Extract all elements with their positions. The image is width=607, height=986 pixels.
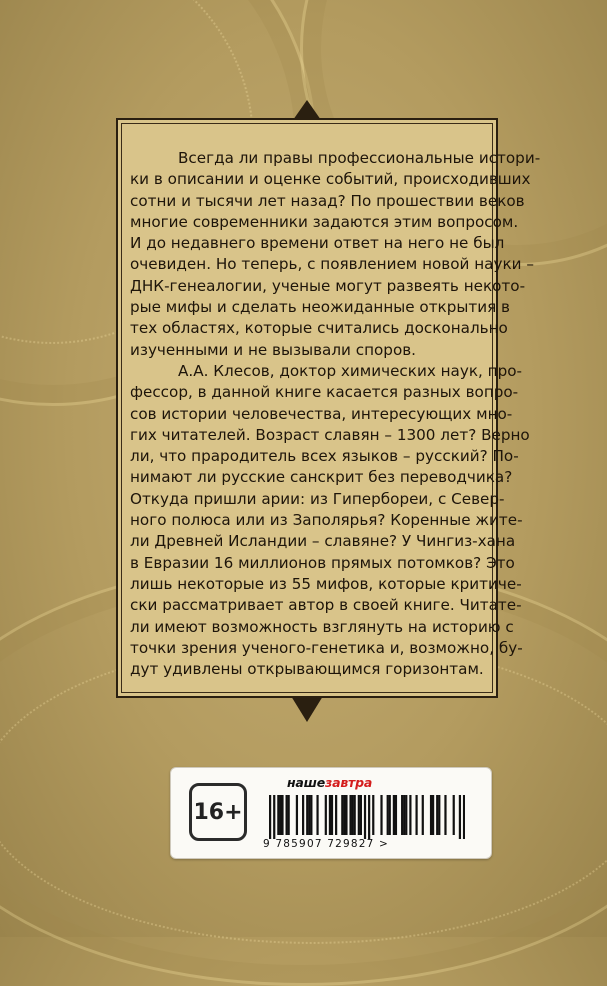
barcode-bar bbox=[438, 795, 440, 835]
text-line: А.А. Клесов, доктор химических наук, про- bbox=[178, 361, 523, 380]
paragraph-1 bbox=[130, 148, 541, 361]
text-line: Откуда пришли арии: из Гипербореи, с Север- bbox=[130, 489, 505, 508]
barcode-bar bbox=[444, 795, 446, 835]
isbn-number: 9 785907 729827 > bbox=[263, 838, 390, 850]
barcode-bar bbox=[349, 795, 351, 835]
text-line: ли Древней Исландии – славяне? У Чингиз-хана bbox=[130, 532, 516, 551]
barcode-bar bbox=[436, 795, 438, 835]
text-line: фессор, в данной книге касается разных вопро- bbox=[130, 383, 519, 402]
barcode-bar bbox=[277, 795, 279, 835]
text-line: ки в описании и оценке событий, происходивших bbox=[130, 170, 531, 189]
description-panel bbox=[116, 118, 541, 698]
text-line: очевиден. Но теперь, с появлением новой науки – bbox=[130, 255, 534, 274]
barcode-bar bbox=[463, 795, 465, 839]
publisher-logo bbox=[287, 775, 372, 790]
barcode-bar bbox=[459, 795, 461, 839]
text-line: ного полюса или из Заполярья? Коренные жите- bbox=[130, 511, 523, 530]
barcode-bar bbox=[310, 795, 312, 835]
barcode-bar bbox=[389, 795, 391, 835]
barcode-bar bbox=[453, 795, 455, 835]
barcode-bar bbox=[360, 795, 362, 835]
text-line: сотни и тысячи лет назад? По прошествии веков bbox=[130, 191, 525, 210]
barcode-bar bbox=[302, 795, 304, 835]
text-line: ски рассматривает автор в своей книге. Читате- bbox=[130, 596, 522, 615]
text-line: изученными и не вызывали споров. bbox=[130, 340, 417, 359]
text-line: рые мифы и сделать неожиданные открытия в bbox=[130, 298, 510, 317]
barcode-bar bbox=[335, 795, 337, 835]
text-line: лишь некоторые из 55 мифов, которые критиче- bbox=[130, 574, 522, 593]
panel-ornament-bottom bbox=[291, 696, 323, 722]
imprint-box bbox=[170, 767, 492, 859]
barcode-bar bbox=[308, 795, 310, 835]
text-line: в Евразии 16 миллионов прямых потомков? Это bbox=[130, 553, 515, 572]
barcode-bar bbox=[393, 795, 395, 835]
barcode-bar bbox=[401, 795, 403, 835]
barcode-bar bbox=[405, 795, 407, 835]
barcode-bar bbox=[368, 795, 370, 839]
barcode-bar bbox=[354, 795, 356, 835]
paragraph-2 bbox=[130, 361, 530, 680]
barcode-bar bbox=[329, 795, 331, 835]
isbn-barcode bbox=[269, 795, 465, 839]
text-line: И до недавнего времени ответ на него не был bbox=[130, 234, 505, 253]
text-line: дут удивлены открывающимся горизонтам. bbox=[130, 660, 484, 679]
age-rating-badge: 16+ bbox=[189, 783, 247, 841]
barcode-bar bbox=[279, 795, 281, 835]
text-line: ли, что прародитель всех языков – русский? По- bbox=[130, 447, 519, 466]
text-line: Всегда ли правы профессиональные истори- bbox=[178, 149, 541, 167]
barcode-graphic bbox=[269, 795, 465, 839]
text-line: многие современники задаются этим вопросом. bbox=[130, 212, 519, 231]
barcode-bar bbox=[352, 795, 354, 835]
barcode-bar bbox=[422, 795, 424, 835]
text-line: точки зрения ученого-генетика и, возможно, бу- bbox=[130, 638, 523, 657]
description-text bbox=[130, 148, 541, 680]
text-line: ДНК-генеалогии, ученые могут развеять некото- bbox=[130, 276, 526, 295]
barcode-bar bbox=[409, 795, 411, 835]
barcode-bar bbox=[281, 795, 283, 835]
barcode-bar bbox=[403, 795, 405, 835]
barcode-bar bbox=[415, 795, 417, 835]
text-line: ли имеют возможность взглянуть на историю с bbox=[130, 617, 514, 636]
barcode-bar bbox=[269, 795, 271, 839]
barcode-bar bbox=[288, 795, 290, 835]
panel-ornament-top bbox=[293, 100, 321, 120]
barcode-bar bbox=[372, 795, 374, 835]
barcode-bar bbox=[380, 795, 382, 835]
barcode-bar bbox=[306, 795, 308, 835]
barcode-bar bbox=[364, 795, 366, 839]
text-line: сов истории человечества, интересующих мно- bbox=[130, 404, 513, 423]
barcode-bar bbox=[432, 795, 434, 835]
barcode-bar bbox=[358, 795, 360, 835]
text-line: тех областях, которые считались досконально bbox=[130, 319, 508, 338]
text-line: гих читателей. Возраст славян – 1300 лет? Верно bbox=[130, 425, 530, 444]
barcode-bar bbox=[286, 795, 288, 835]
barcode-bar bbox=[273, 795, 275, 839]
barcode-bar bbox=[345, 795, 347, 835]
barcode-bar bbox=[343, 795, 345, 835]
text-line: нимают ли русские санскрит без переводчика? bbox=[130, 468, 513, 487]
barcode-bar bbox=[296, 795, 298, 835]
barcode-bar bbox=[316, 795, 318, 835]
publisher-name-part-a: наше bbox=[287, 775, 326, 790]
barcode-bar bbox=[325, 795, 327, 835]
barcode-bar bbox=[387, 795, 389, 835]
barcode-bar bbox=[395, 795, 397, 835]
barcode-bar bbox=[341, 795, 343, 835]
barcode-bar bbox=[331, 795, 333, 835]
publisher-name-part-b: завтра bbox=[325, 775, 373, 790]
barcode-bar bbox=[430, 795, 432, 835]
